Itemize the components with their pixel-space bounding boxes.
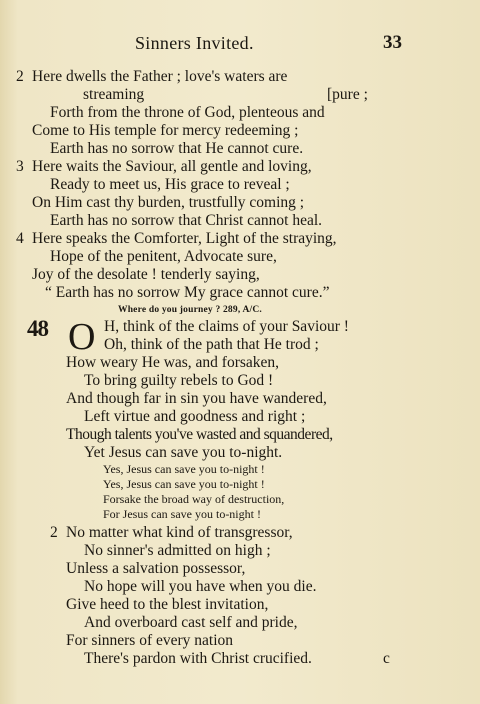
- chorus-line: Forsake the broad way of destruction,: [103, 492, 285, 506]
- chorus-line: For Jesus can save you to-night !: [103, 507, 261, 521]
- verse-line: And though far in sin you have wandered,: [66, 390, 327, 407]
- verse-line: Here dwells the Father ; love's waters are: [32, 68, 288, 85]
- hymn-number: 48: [27, 316, 48, 341]
- verse-line: Oh, think of the path that He trod ;: [104, 336, 319, 353]
- verse-number: 2: [50, 524, 58, 541]
- verse-line: H, think of the claims of your Saviour !: [104, 318, 349, 335]
- drop-cap: O: [68, 316, 96, 358]
- verse-line: No hope will you have when you die.: [84, 578, 317, 595]
- verse-line: Yet Jesus can save you to-night.: [84, 444, 283, 461]
- tune-reference: Where do you journey ? 289, A/C.: [118, 305, 262, 315]
- page-number: 33: [383, 32, 402, 53]
- verse-line: Earth has no sorrow that Christ cannot heal.: [50, 212, 323, 229]
- verse-line: There's pardon with Christ crucified.: [84, 650, 312, 667]
- verse-line: On Him cast thy burden, trustfully coming ;: [32, 194, 305, 211]
- verse-line: No sinner's admitted on high ;: [84, 542, 271, 559]
- verse-line: Come to His temple for mercy redeeming ;: [32, 122, 299, 139]
- page-header-title: Sinners Invited.: [135, 33, 254, 53]
- verse-line: How weary He was, and forsaken,: [66, 354, 280, 371]
- verse-number: 4: [16, 230, 24, 247]
- chorus-line: Yes, Jesus can save you to-night !: [103, 477, 265, 491]
- verse-line: Earth has no sorrow that He cannot cure.: [50, 140, 304, 157]
- chorus-line: Yes, Jesus can save you to-night !: [103, 462, 265, 476]
- verse-line: For sinners of every nation: [66, 632, 234, 649]
- verse-line: Here waits the Saviour, all gentle and loving,: [32, 158, 312, 175]
- verse-line: Here speaks the Comforter, Light of the straying,: [32, 230, 337, 247]
- verse-line: Ready to meet us, His grace to reveal ;: [50, 176, 290, 193]
- verse-number: 3: [16, 158, 24, 175]
- verse-line: No matter what kind of transgressor,: [66, 524, 293, 541]
- verse-number: 2: [16, 68, 24, 85]
- verse-line: Give heed to the blest invitation,: [66, 596, 269, 613]
- verse-line: Joy of the desolate ! tenderly saying,: [32, 266, 260, 283]
- verse-line: To bring guilty rebels to God !: [84, 372, 274, 389]
- signature-mark: c: [383, 650, 390, 667]
- verse-line: Unless a salvation possessor,: [66, 560, 246, 577]
- verse-line: And overboard cast self and pride,: [84, 614, 298, 631]
- verse-line-overflow: [pure ;: [327, 86, 368, 103]
- verse-line: Left virtue and goodness and right ;: [84, 408, 306, 425]
- verse-line: “ Earth has no sorrow My grace cannot cure.”: [45, 284, 330, 301]
- verse-line: Forth from the throne of God, plenteous and: [50, 104, 325, 121]
- verse-line: streaming: [83, 86, 145, 103]
- verse-line: Hope of the penitent, Advocate sure,: [50, 248, 277, 265]
- verse-line: Though talents you've wasted and squandered,: [66, 426, 333, 443]
